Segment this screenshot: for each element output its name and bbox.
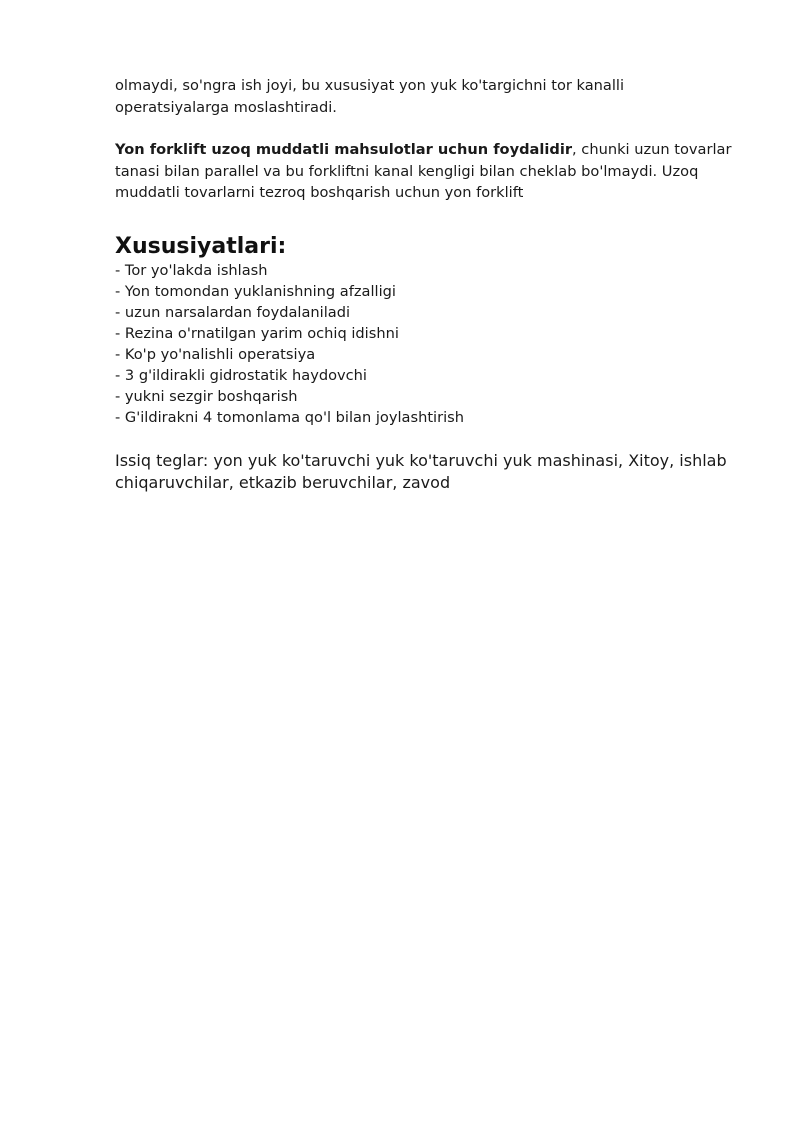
feature-item: - yukni sezgir boshqarish (115, 387, 298, 405)
benefit-bold-text: Yon forklift uzoq muddatli mahsulotlar uchun foydalidir (115, 141, 573, 158)
feature-item: - Rezina o'rnatilgan yarim ochiq idishni (115, 324, 399, 342)
feature-item: - 3 g'ildirakli gidrostatik haydovchi (115, 366, 367, 384)
benefit-paragraph (115, 139, 735, 204)
intro-paragraph: olmaydi, so'ngra ish joyi, bu xususiyat yon yuk ko'targichni tor kanalli operatsiyalarga moslashtiradi. (115, 77, 625, 116)
features-list (115, 260, 735, 428)
feature-item: - Ko'p yo'nalishli operatsiya (115, 345, 316, 363)
feature-item: - Tor yo'lakda ishlash (115, 261, 268, 279)
feature-item: - Yon tomondan yuklanishning afzalligi (115, 282, 396, 300)
hot-tags-paragraph: Issiq teglar: yon yuk ko'taruvchi yuk ko'taruvchi yuk mashinasi, Xitoy, ishlab chiqaruvchilar, etkazib beruvchilar, zavod (115, 450, 727, 492)
feature-item: - uzun narsalardan foydalaniladi (115, 303, 351, 321)
document-page (115, 75, 735, 494)
feature-item: - G'ildirakni 4 tomonlama qo'l bilan joylashtirish (115, 408, 465, 426)
features-heading: Xususiyatlari: (115, 233, 287, 259)
benefit-rest-text: , chunki uzun tovarlar tanasi bilan parallel va bu forkliftni kanal kengligi bilan cheklab bo'lmaydi. Uzoq muddatli tovarlarni tezroq boshqarish uchun yon forklift (115, 141, 732, 201)
